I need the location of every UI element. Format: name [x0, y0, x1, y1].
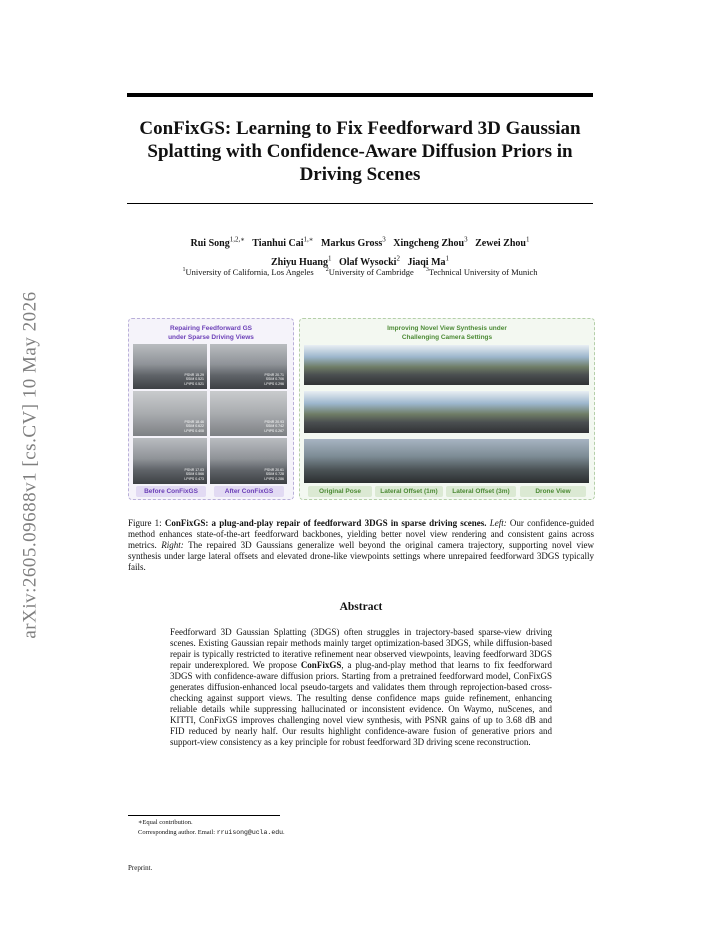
author: Markus Gross$^3$	[321, 236, 386, 250]
author: Zhiyu Huang$^1$	[270, 254, 332, 268]
label-before-confixgs: Before ConFixGS	[136, 486, 206, 497]
before-image-2: PSNR 18.46 SSIM 0.622 LPIPS 0.408	[133, 391, 207, 436]
caption-right-word: Right:	[161, 540, 184, 550]
label-original-pose: Original Pose	[308, 486, 372, 497]
before-image-1: PSNR 15.29 SSIM 0.521 LPIPS 0.521	[133, 344, 207, 389]
novel-view-strip-1	[304, 345, 589, 385]
caption-title: ConFixGS: a plug-and-play repair of feedforward 3DGS in sparse driving scenes.	[164, 518, 487, 528]
author-line-1	[120, 233, 600, 251]
after-image-2: PSNR 20.93 SSIM 0.742 LPIPS 0.267	[210, 391, 287, 436]
caption-label: Figure 1:	[128, 518, 162, 528]
author: Tianhui Cai$^{1,∗}$	[252, 236, 314, 250]
figure-right-title: Improving Novel View Synthesis under Challenging Camera Settings	[387, 325, 507, 341]
affiliation: $^2$University of Cambridge	[325, 266, 414, 277]
novel-view-strip-2	[304, 391, 589, 433]
affiliation: $^1$University of California, Los Angeles	[182, 266, 314, 277]
author: Rui Song$^{1,2,∗}$	[190, 236, 245, 250]
caption-left-text: Our confidence-guided method enhances state-of-the-art feedforward backbones, yielding better novel view rendering and consistent gains across metrics.	[128, 518, 595, 550]
author: Xingcheng Zhou$^3$	[393, 236, 468, 250]
caption-right-text: The repaired 3D Gaussians generalize well beyond the original camera trajectory, supporting novel view synthesis under large lateral offsets and elevated drone-like viewpoints settings where unrepaired feedforward 3DGS typically fails.	[128, 540, 595, 572]
author: Olaf Wysocki$^2$	[338, 254, 400, 268]
abstract-heading: Abstract	[339, 601, 383, 613]
paper-title: ConFixGS: Learning to Fix Feedforward 3D Gaussian Splatting with Confidence-Aware Diffusion Priors in Driving Scenes	[139, 118, 581, 185]
label-lateral-offset-1m: Lateral Offset (1m)	[375, 486, 443, 497]
footnotes	[138, 818, 598, 838]
affiliation: $^3$Technical University of Munich	[425, 266, 538, 277]
caption-left-word: Left:	[489, 518, 507, 528]
abstract-body: Feedforward 3D Gaussian Splatting (3DGS) often struggles in trajectory-based sparse-view driving scenes. Existing Gaussian repair methods mainly target optimization-based 3DGS, while diffusion-based repair is typically restricted to iterative refinement near observed viewpoints, leaving feedforward 3DGS repair underexplored. We propose ConFixGS, a plug-and-play method that learns to fix feedforward 3DGS with confidence-aware diffusion priors. Starting from a pretrained feedforward model, ConFixGS generates diffusion-enhanced local pseudo-targets and validates them through reprojection-based cross-checking against support views. The resulting dense confidence maps guide refinement, enhancing reliable details while suppressing hallucinated or inconsistent evidence. On Waymo, nuScenes, and KITTI, ConFixGS improves challenging novel view synthesis, with PSNR gains of up to 3.68 dB and FID reduced by nearly half. Our results highlight confidence-aware fusion of generative priors and support-view consistency as a key principle for robust feedforward 3D driving scene reconstruction.	[170, 627, 552, 747]
title-bottom-rule	[127, 203, 593, 204]
figure-left-title: Repairing Feedforward GS under Sparse Driving Views	[168, 325, 254, 341]
footnote-rule	[128, 815, 280, 816]
preprint-notice: Preprint.	[128, 864, 153, 872]
footnote-equal-contribution: ∗Equal contribution.	[138, 819, 193, 826]
after-image-3: PSNR 20.61 SSIM 0.728 LPIPS 0.286	[210, 438, 287, 484]
author: Jiaqi Ma$^1$	[407, 254, 450, 268]
arxiv-identifier: arXiv:2605.09688v1 [cs.CV] 10 May 2026	[20, 291, 41, 639]
label-drone-view: Drone View	[520, 486, 586, 497]
title-top-rule	[127, 93, 593, 97]
method-name: ConFixGS	[300, 660, 342, 670]
before-image-3: PSNR 17.03 SSIM 0.566 LPIPS 0.473	[133, 438, 207, 484]
after-image-1: PSNR 20.71 SSIM 0.706 LPIPS 0.296	[210, 344, 287, 389]
affiliations	[100, 264, 620, 278]
arxiv-sidebar-stamp	[14, 255, 48, 675]
email-link[interactable]: rruisong@ucla.edu	[216, 829, 284, 836]
figure-caption	[128, 518, 594, 573]
novel-view-strip-3	[304, 439, 589, 483]
label-after-confixgs: After ConFixGS	[214, 486, 284, 497]
label-lateral-offset-3m: Lateral Offset (3m)	[446, 486, 516, 497]
author: Zewei Zhou$^1$	[475, 236, 530, 250]
footnote-corresponding-author: Corresponding author. Email: rruisong@ucla.edu.	[138, 829, 285, 836]
